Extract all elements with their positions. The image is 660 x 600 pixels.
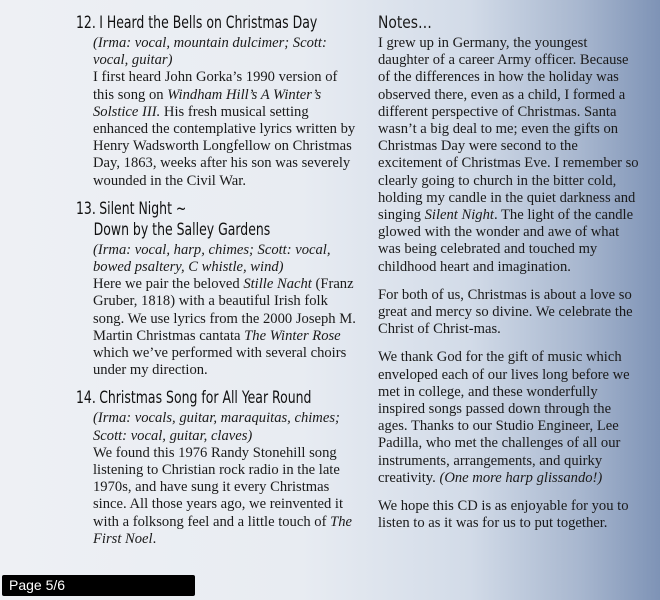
notes-heading: Notes… (378, 13, 432, 32)
desc-italic: Stille Nacht (243, 276, 312, 293)
desc-italic: The Winter Rose (244, 327, 341, 344)
desc-text: I first heard John Gorka’s 1990 version of this song on (93, 69, 338, 103)
song-title-text: Christmas Song for All Year Round (99, 388, 312, 408)
notes-text: I grew up in Germany, the youngest daughter of a career Army officer. Because of the differences in how the holiday was observed there, even as a child, I formed a different perspective of Christmas. Santa wasn’t a big deal to me; even the gifts on Christmas Day were second to the excitement of Christmas Eve. I remember so clearly going to church in the bitter cold, holding my candle in the quiet darkness and singing (378, 35, 639, 224)
notes-paragraph (378, 35, 640, 276)
desc-text: Here we pair the beloved (93, 276, 244, 293)
song-13 (76, 198, 361, 380)
song-credits: (Irma: vocals, guitar, maraquitas, chimes; Scott: vocal, guitar, claves) (93, 410, 340, 444)
song-number: 13. (76, 198, 96, 218)
notes-italic: (One more harp glissando!) (439, 469, 603, 486)
song-description (76, 445, 361, 548)
song-title (76, 12, 318, 33)
song-number: 12. (76, 13, 96, 32)
song-credits: (Irma: vocal, harp, chimes; Scott: vocal, bowed psaltery, C whistle, wind) (93, 241, 331, 276)
desc-text: . (152, 530, 157, 547)
song-description (76, 276, 361, 379)
song-title (76, 198, 315, 219)
song-number: 14. (76, 388, 96, 408)
song-title-line2: Down by the Salley Gardens (93, 219, 271, 239)
notes-paragraph: We hope this CD is as enjoyable for you to listen to as it was for us to put together. (378, 498, 629, 532)
song-title-text: Silent Night ~ (99, 198, 187, 218)
desc-italic: Windham Hill’s A Winter’s Solstice III. (93, 86, 322, 120)
notes-paragraph (378, 349, 640, 487)
desc-text: We found this 1976 Randy Stonehill song listening to Christian rock radio in the late 1970s, and have sung it every Christmas since. All those years ago, we reinvented it with a folksong feel and a little touch of (93, 444, 344, 530)
song-12 (76, 12, 361, 190)
song-title-text: I Heard the Bells on Christmas Day (99, 13, 318, 32)
song-list (76, 12, 361, 556)
song-14 (76, 387, 361, 548)
song-credits: (Irma: vocal, mountain dulcimer; Scott: vocal, guitar) (93, 35, 327, 69)
song-title (76, 387, 315, 408)
desc-text: which we’ve performed with several choirs under my direction. (93, 345, 347, 379)
desc-text: His fresh musical setting enhanced the contemplative lyrics written by Henry Wadsworth Longfellow on Christmas Day, 1863, weeks after his son was severely wounded in the Civil War. (93, 103, 356, 189)
notes-paragraph: For both of us, Christmas is about a love so great and mercy so divine. We celebrate the Christ of Christ-mas. (378, 286, 633, 338)
desc-italic: The First Noel (93, 513, 352, 547)
song-description (76, 69, 361, 189)
page-indicator: Page 5/6 (2, 575, 195, 596)
notes-text: We thank God for the gift of music which enveloped each of our lives long before we met in college, and these wonderfully inspired songs passed down through the ages. Thanks to our Studio Engineer, Lee Padilla, who met the challenges of all our instruments, arrangements, and quirky creativity. (378, 349, 630, 486)
notes-italic: Silent Night (424, 207, 494, 224)
notes-text: . The light of the candle glowed with the wonder and awe of what was being celebrated and touched my childhood heart and imagination. (378, 207, 634, 275)
notes-section (378, 12, 640, 532)
desc-text: (Franz Gruber, 1818) with a beautiful Irish folk song. We use lyrics from the 2000 Joseph M. Martin Christmas cantata (93, 276, 356, 344)
